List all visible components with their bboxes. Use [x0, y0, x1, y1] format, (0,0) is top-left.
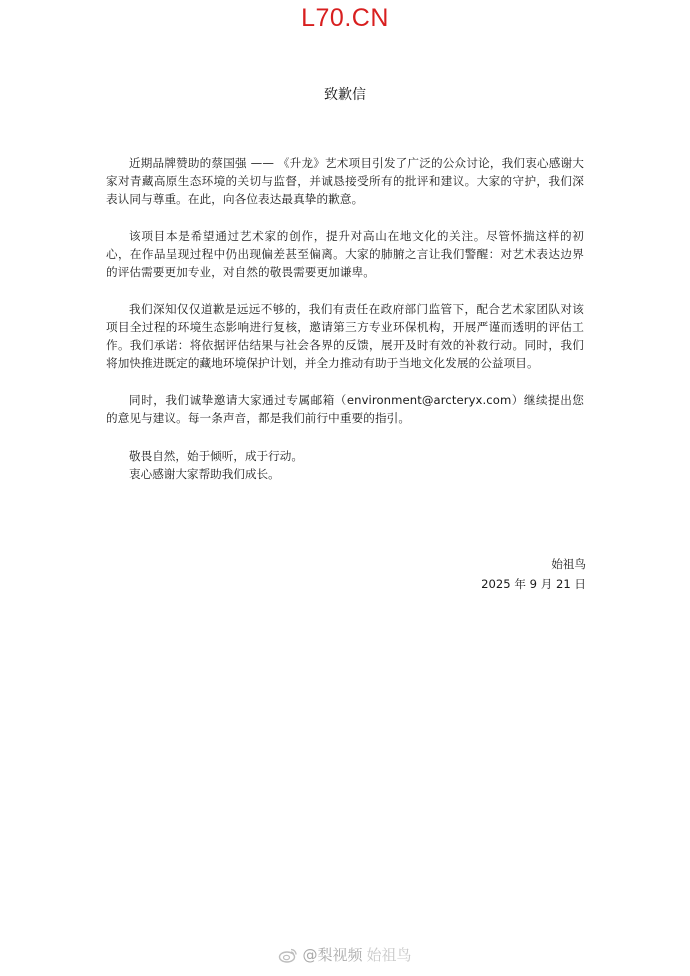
weibo-icon	[278, 947, 298, 963]
closing-line-2: 衷心感谢大家帮助我们成长。	[129, 467, 280, 481]
paragraph-4: 同时，我们诚挚邀请大家通过专属邮箱（environment@arcteryx.com）继续提出您的意见与建议。每一条声音，都是我们前行中重要的指引。	[106, 393, 584, 425]
signature-block	[481, 554, 586, 594]
paragraph-3: 我们深知仅仅道歉是远远不够的，我们有责任在政府部门监管下，配合艺术家团队对该项目全过程的环境生态影响进行复核，邀请第三方专业环保机构，开展严谨而透明的评估工作。我们承诺：将依据评估结果与社会各界的反馈，展开及时有效的补救行动。同时，我们将加快推进既定的藏地环境保护计划，并全力推动有助于当地文化发展的公益项目。	[106, 302, 584, 370]
signature-date: 2025 年 9 月 21 日	[481, 577, 586, 591]
paragraph-2: 该项目本是希望通过艺术家的创作，提升对高山在地文化的关注。尽管怀揣这样的初心，在作品呈现过程中仍出现偏差甚至偏离。大家的肺腑之言让我们警醒：对艺术表达边界的评估需要更加专业，对自然的敬畏需要更加谦卑。	[106, 229, 584, 279]
site-watermark: L70.CN	[301, 4, 389, 32]
letter-title: 致歉信	[324, 87, 366, 103]
closing-line-1: 敬畏自然，始于倾听，成于行动。	[129, 449, 303, 463]
weibo-faded-name: 始祖鸟	[366, 946, 412, 964]
closing-block	[106, 447, 584, 483]
weibo-handle: @梨视频	[302, 946, 363, 964]
letter-body	[106, 154, 584, 483]
paragraph-1: 近期品牌赞助的蔡国强 —— 《升龙》艺术项目引发了广泛的公众讨论，我们衷心感谢大家对青藏高原生态环境的关切与监督，并诚恳接受所有的批评和建议。大家的守护，我们深表认同与尊重。在此，向各位表达最真挚的歉意。	[106, 156, 584, 206]
signature-name: 始祖鸟	[551, 557, 586, 571]
weibo-watermark	[0, 944, 690, 965]
